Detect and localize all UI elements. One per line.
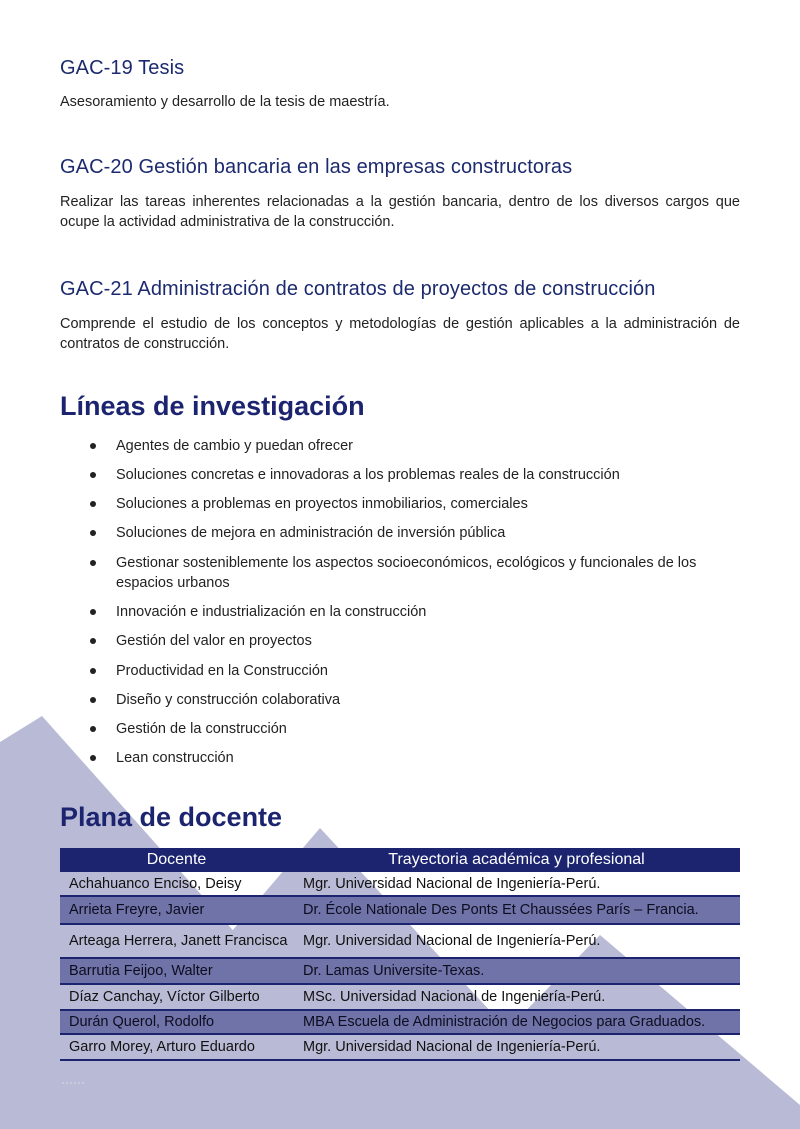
list-item: Innovación e industrialización en la construcción — [116, 602, 736, 622]
bullet-icon — [90, 443, 96, 449]
faculty-name: Achahuanco Enciso, Deisy — [60, 872, 293, 896]
list-item: Diseño y construcción colaborativa — [116, 690, 736, 710]
list-item: Lean construcción — [116, 748, 736, 768]
research-section-title: Líneas de investigación — [60, 391, 365, 421]
list-item: Agentes de cambio y puedan ofrecer — [116, 436, 736, 456]
course-description: Realizar las tareas inherentes relacionadas a la gestión bancaria, dentro de los diversos cargos que ocupe la actividad administrativa de la construcción. — [60, 194, 740, 230]
page-number-mark — [62, 1082, 84, 1090]
course-title: GAC-21 Administración de contratos de proyectos de construcción — [60, 278, 656, 300]
bullet-icon — [90, 668, 96, 674]
table-row — [60, 958, 740, 984]
bullet-icon — [90, 530, 96, 536]
table-row — [60, 1010, 740, 1034]
faculty-profile: Mgr. Universidad Nacional de Ingeniería-Perú. — [293, 1034, 740, 1060]
course-description: Comprende el estudio de los conceptos y metodologías de gestión aplicables a la administración de contratos de construcción. — [60, 316, 740, 352]
faculty-profile: Dr. École Nationale Des Ponts Et Chaussées París – Francia. — [293, 896, 740, 924]
bullet-icon — [90, 755, 96, 761]
faculty-profile: MBA Escuela de Administración de Negocios para Graduados. — [293, 1010, 740, 1034]
bullet-icon — [90, 501, 96, 507]
faculty-profile: Mgr. Universidad Nacional de Ingeniería-Perú. — [293, 872, 740, 896]
table-row — [60, 924, 740, 958]
faculty-name: Díaz Canchay, Víctor Gilberto — [60, 984, 293, 1010]
bullet-icon — [90, 609, 96, 615]
list-item: Gestión de la construcción — [116, 719, 736, 739]
table-row — [60, 872, 740, 896]
faculty-profile: Mgr. Universidad Nacional de Ingeniería-Perú. — [293, 924, 740, 958]
faculty-name: Barrutia Feijoo, Walter — [60, 958, 293, 984]
column-header-docente: Docente — [60, 848, 293, 872]
table-row — [60, 1034, 740, 1060]
bullet-icon — [90, 697, 96, 703]
bullet-icon — [90, 726, 96, 732]
bullet-icon — [90, 472, 96, 478]
table-row — [60, 984, 740, 1010]
course-title: GAC-19 Tesis — [60, 57, 185, 79]
faculty-section-title: Plana de docente — [60, 802, 283, 832]
bullet-icon — [90, 560, 96, 566]
bullet-icon — [90, 638, 96, 644]
table-row — [60, 896, 740, 924]
faculty-profile: Dr. Lamas Universite-Texas. — [293, 958, 740, 984]
course-title: GAC-20 Gestión bancaria en las empresas constructoras — [60, 156, 573, 178]
faculty-name: Garro Morey, Arturo Eduardo — [60, 1034, 293, 1060]
column-header-trayectoria: Trayectoria académica y profesional — [293, 848, 740, 872]
faculty-table — [60, 848, 740, 1061]
course-description: Asesoramiento y desarrollo de la tesis de maestría. — [60, 94, 390, 110]
faculty-name: Arrieta Freyre, Javier — [60, 896, 293, 924]
list-item: Gestión del valor en proyectos — [116, 631, 736, 651]
list-item: Productividad en la Construcción — [116, 661, 736, 681]
list-item: Gestionar sosteniblemente los aspectos socioeconómicos, ecológicos y funcionales de los espacios urbanos — [116, 553, 736, 593]
faculty-name: Arteaga Herrera, Janett Francisca — [60, 924, 293, 958]
list-item: Soluciones concretas e innovadoras a los problemas reales de la construcción — [116, 465, 736, 485]
list-item: Soluciones de mejora en administración de inversión pública — [116, 523, 736, 543]
list-item: Soluciones a problemas en proyectos inmobiliarios, comerciales — [116, 494, 736, 514]
faculty-profile: MSc. Universidad Nacional de Ingeniería-Perú. — [293, 984, 740, 1010]
table-header-row — [60, 848, 740, 872]
faculty-name: Durán Querol, Rodolfo — [60, 1010, 293, 1034]
